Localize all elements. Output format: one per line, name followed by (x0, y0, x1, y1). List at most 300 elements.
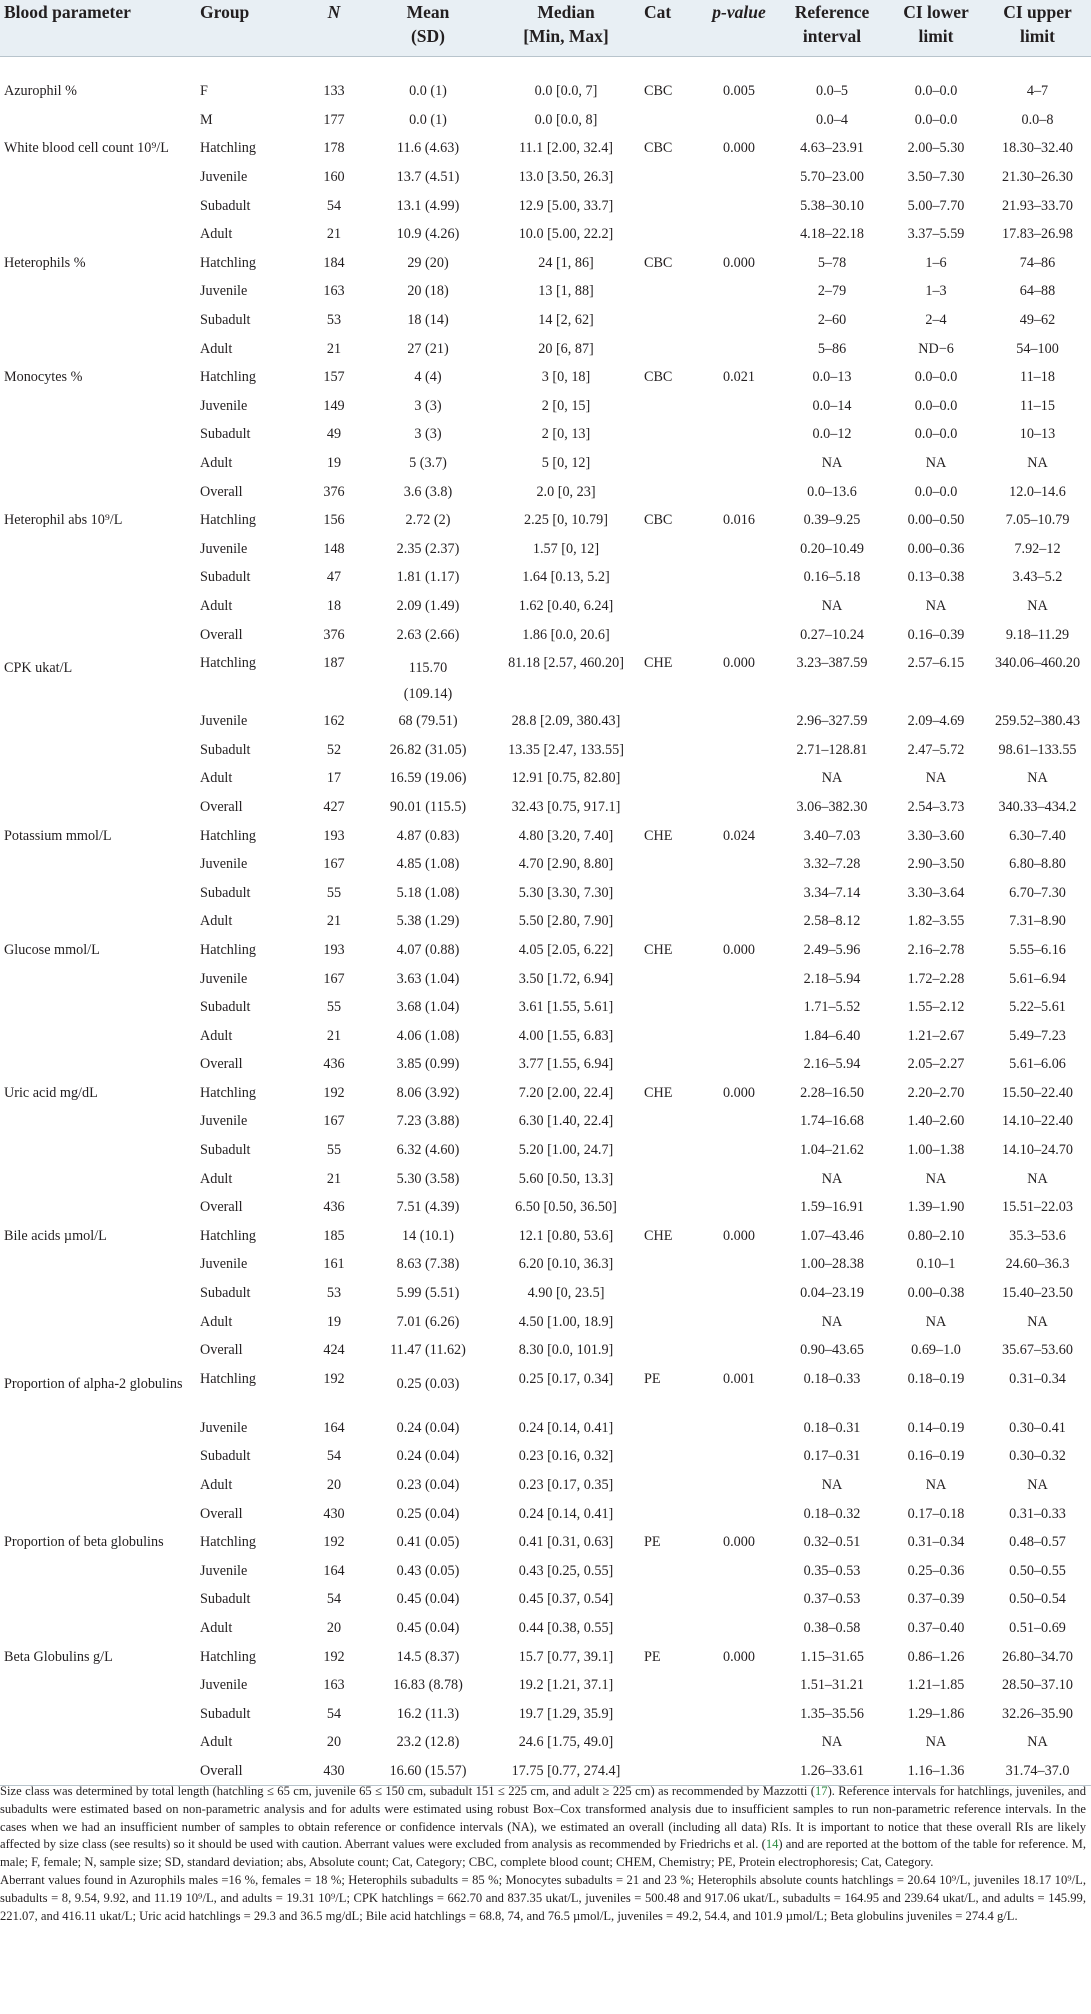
cell-mean: 0.25 (0.04) (396, 1505, 460, 1522)
cell-group: Hatchling (200, 1534, 256, 1551)
cell-reference-interval: 1.59–16.91 (800, 1199, 864, 1216)
cell-category (640, 793, 702, 822)
cell-group: Overall (200, 626, 243, 643)
cell-ci-upper: NA (1027, 770, 1048, 787)
cell-reference-interval: 4.63–23.91 (800, 140, 864, 157)
cell-mean: 0.0 (1) (409, 111, 447, 128)
cell-median: 3 [0, 18] (541, 369, 591, 386)
cell-n: 185 (323, 1227, 345, 1244)
cell-mean: 2.63 (2.66) (396, 626, 460, 643)
cell-ci-lower: 1.82–3.55 (907, 913, 965, 930)
cell-ci-upper: 0.50–0.55 (1009, 1562, 1066, 1579)
table-row (0, 1136, 1091, 1165)
citation-link[interactable]: 17 (814, 1784, 828, 1798)
cell-pvalue (702, 592, 776, 621)
cell-n: 192 (323, 1084, 345, 1101)
cell-ci-lower: 1.21–2.67 (907, 1027, 965, 1044)
table-row (0, 1642, 1091, 1671)
cell-n: 192 (323, 1534, 345, 1551)
cell-ci-lower: 0.0–0.0 (914, 83, 958, 100)
cell-group: Adult (200, 340, 233, 357)
cell-parameter (0, 964, 196, 993)
cell-pvalue (702, 420, 776, 449)
cell-category: CHE (644, 1084, 673, 1101)
cell-category (640, 1336, 702, 1365)
cell-category (640, 277, 702, 306)
cell-ci-lower: NA (925, 770, 947, 787)
cell-median: 3.77 [1.55, 6.94] (518, 1056, 614, 1073)
cell-reference-interval: 0.18–0.31 (803, 1419, 861, 1436)
cell-group: M (200, 111, 213, 128)
cell-reference-interval: 0.20–10.49 (800, 540, 864, 557)
cell-category (640, 1136, 702, 1165)
cell-ci-upper: 5.55–6.16 (1009, 941, 1066, 958)
cell-n: 55 (326, 999, 342, 1016)
cell-ci-upper: 6.80–8.80 (1009, 856, 1066, 873)
cell-category (640, 1050, 702, 1079)
cell-parameter (0, 1585, 196, 1614)
cell-ci-upper: 0.31–0.34 (1009, 1370, 1066, 1387)
cell-mean: 10.9 (4.26) (396, 226, 460, 243)
cell-group: Hatchling (200, 1227, 256, 1244)
cell-n: 21 (326, 1027, 342, 1044)
table-row (0, 1499, 1091, 1528)
cell-category (640, 334, 702, 363)
cell-pvalue (702, 1021, 776, 1050)
cell-pvalue (702, 106, 776, 135)
cell-n: 17 (326, 770, 342, 787)
cell-reference-interval: 2.58–8.12 (803, 913, 861, 930)
cell-median: 0.24 [0.14, 0.41] (518, 1419, 614, 1436)
cell-group: Subadult (200, 1591, 251, 1608)
cell-pvalue (702, 1414, 776, 1443)
cell-parameter (0, 1279, 196, 1308)
cell-median: 81.18 [2.57, 460.20] (508, 654, 624, 671)
cell-parameter: Uric acid mg/dL (4, 1084, 98, 1101)
cell-ci-lower: NA (925, 1477, 947, 1494)
cell-group: Hatchling (200, 512, 256, 529)
cell-category (640, 163, 702, 192)
cell-n: 55 (326, 884, 342, 901)
cell-mean: 13.1 (4.99) (396, 197, 460, 214)
cell-parameter (0, 106, 196, 135)
cell-ci-upper: 0.30–0.41 (1009, 1419, 1066, 1436)
table-row (0, 220, 1091, 249)
table-row (0, 334, 1091, 363)
cell-parameter (0, 420, 196, 449)
cell-parameter (0, 878, 196, 907)
cell-pvalue: 0.024 (723, 827, 755, 844)
cell-reference-interval: 0.0–4 (816, 111, 848, 128)
cell-parameter: Heterophils % (4, 254, 86, 271)
table-row (0, 1222, 1091, 1251)
cell-category (640, 1021, 702, 1050)
cell-category (640, 1107, 702, 1136)
cell-parameter: Heterophil abs 10⁹/L (4, 512, 123, 529)
cell-ci-upper: 14.10–24.70 (1002, 1142, 1073, 1159)
cell-ci-upper: 10–13 (1019, 426, 1056, 443)
cell-ci-lower: 0.0–0.0 (914, 111, 958, 128)
cell-ci-lower: 0.18–0.19 (907, 1370, 965, 1387)
cell-ci-upper: 6.70–7.30 (1009, 884, 1066, 901)
cell-ci-upper: 31.74–37.0 (984, 1757, 1091, 1786)
table-row (0, 506, 1091, 535)
cell-parameter (0, 1499, 196, 1528)
table-row (0, 1699, 1091, 1728)
cell-ci-lower: 1.39–1.90 (907, 1199, 965, 1216)
table-row (0, 1557, 1091, 1586)
cell-mean: 11.6 (4.63) (396, 140, 460, 157)
cell-n: 133 (323, 83, 345, 100)
cell-group: Juvenile (200, 397, 248, 414)
table-row (0, 1442, 1091, 1471)
cell-parameter (0, 1699, 196, 1728)
cell-ci-upper: 14.10–22.40 (1002, 1113, 1073, 1130)
cell-group: Subadult (200, 197, 251, 214)
cell-ci-upper: 7.05–10.79 (1005, 512, 1070, 529)
cell-n: 167 (323, 970, 345, 987)
cell-ci-upper: 0.50–0.54 (1009, 1591, 1066, 1608)
cell-parameter (0, 850, 196, 879)
cell-category (640, 1414, 702, 1443)
table-row (0, 1021, 1091, 1050)
cell-pvalue (702, 306, 776, 335)
cell-category: CBC (644, 140, 673, 157)
cell-mean: 27 (21) (407, 340, 449, 357)
cell-group: Juvenile (200, 713, 248, 730)
cell-ci-upper: 12.0–14.6 (1009, 483, 1066, 500)
cell-category (640, 535, 702, 564)
table-row (0, 191, 1091, 220)
cell-group: Subadult (200, 1142, 251, 1159)
cell-n: 376 (323, 483, 345, 500)
cell-reference-interval: 0.18–0.33 (803, 1370, 861, 1387)
cell-n: 52 (326, 741, 342, 758)
cell-ci-lower: 0.69–1.0 (911, 1342, 961, 1359)
cell-n: 192 (323, 1648, 345, 1665)
cell-pvalue (702, 334, 776, 363)
cell-reference-interval: 1.71–5.52 (803, 999, 861, 1016)
table-row (0, 1079, 1091, 1108)
cell-ci-lower: 3.30–3.60 (907, 827, 965, 844)
cell-reference-interval: 0.0–12 (812, 426, 852, 443)
cell-group: Overall (200, 798, 243, 815)
cell-ci-upper: 3.43–5.2 (1012, 569, 1063, 586)
cell-group: F (200, 83, 208, 100)
cell-parameter (0, 563, 196, 592)
table-row (0, 1193, 1091, 1222)
table-row (0, 1585, 1091, 1614)
cell-pvalue (702, 1699, 776, 1728)
table-row (0, 764, 1091, 793)
table-row (0, 249, 1091, 278)
cell-group: Subadult (200, 1448, 251, 1465)
cell-reference-interval: 0.17–0.31 (803, 1448, 861, 1465)
cell-category (640, 449, 702, 478)
cell-n: 430 (304, 1757, 364, 1786)
cell-mean: 90.01 (115.5) (389, 798, 467, 815)
cell-median: 1.86 [0.0, 20.6] (522, 626, 610, 643)
cell-median: 24.6 [1.75, 49.0] (518, 1734, 614, 1751)
cell-pvalue (702, 191, 776, 220)
cell-group: Juvenile (200, 1562, 248, 1579)
cell-mean-value: 115.70 (408, 659, 448, 676)
cell-ci-upper: 340.33–434.2 (998, 798, 1077, 815)
table-row (0, 1728, 1091, 1757)
cell-ci-lower: 1–6 (925, 254, 947, 271)
cell-parameter (0, 306, 196, 335)
header-cat: Cat (640, 0, 702, 57)
cell-ci-upper: 5.61–6.94 (1009, 970, 1066, 987)
cell-category (640, 964, 702, 993)
cell-category (640, 477, 702, 506)
cell-mean: 2.35 (2.37) (396, 540, 460, 557)
cell-mean: 2.72 (2) (405, 512, 451, 529)
cell-mean: 0.45 (0.04) (396, 1591, 460, 1608)
table-row (0, 1107, 1091, 1136)
cell-ci-lower: 3.37–5.59 (907, 226, 965, 243)
cell-ci-upper: NA (1027, 1313, 1048, 1330)
cell-n: 167 (323, 1113, 345, 1130)
cell-category (640, 1699, 702, 1728)
cell-n: 436 (323, 1056, 345, 1073)
cell-ci-lower: 0.00–0.50 (907, 512, 965, 529)
cell-ci-upper: 0.0–8 (1021, 111, 1054, 128)
cell-pvalue: 0.000 (723, 1084, 755, 1101)
cell-pvalue (702, 277, 776, 306)
cell-median: 2.25 [0, 10.79] (524, 512, 608, 529)
cell-ci-upper: NA (1027, 1477, 1048, 1494)
cell-median: 0.45 [0.37, 0.54] (518, 1591, 614, 1608)
cell-parameter (0, 277, 196, 306)
cell-mean: 7.23 (3.88) (396, 1113, 460, 1130)
cell-ci-lower: 0.0–0.0 (914, 369, 958, 386)
cell-mean: 1.81 (1.17) (396, 569, 460, 586)
cell-ci-lower: 1.00–1.38 (907, 1142, 965, 1159)
cell-reference-interval: NA (821, 770, 843, 787)
cell-n: 160 (323, 169, 345, 186)
cell-median: 1.62 [0.40, 6.24] (518, 597, 614, 614)
cell-n: 54 (326, 1591, 342, 1608)
cell-parameter (0, 1050, 196, 1079)
cell-parameter (0, 1107, 196, 1136)
cell-pvalue (702, 993, 776, 1022)
cell-pvalue (702, 1471, 776, 1500)
cell-ci-lower: 2.20–2.70 (907, 1084, 965, 1101)
cell-pvalue (702, 1279, 776, 1308)
cell-pvalue (702, 850, 776, 879)
cell-ci-lower: 2.57–6.15 (907, 654, 965, 671)
table-row (0, 1471, 1091, 1500)
table-row (0, 363, 1091, 392)
cell-reference-interval: 0.0–5 (816, 83, 848, 100)
cell-pvalue (702, 793, 776, 822)
cell-pvalue (702, 1757, 776, 1786)
cell-pvalue (702, 1728, 776, 1757)
cell-n: 157 (323, 369, 345, 386)
table-row (0, 964, 1091, 993)
cell-ci-upper: 7.31–8.90 (1009, 913, 1066, 930)
table-row (0, 306, 1091, 335)
cell-group: Hatchling (200, 827, 256, 844)
cell-mean: 68 (79.51) (398, 713, 458, 730)
cell-mean: 14.5 (8.37) (396, 1648, 460, 1665)
cell-mean: 5.99 (5.51) (396, 1285, 460, 1302)
cell-reference-interval: 2.96–327.59 (796, 713, 868, 730)
cell-category (640, 106, 702, 135)
cell-pvalue (702, 620, 776, 649)
cell-category (640, 191, 702, 220)
cell-n: 18 (326, 597, 342, 614)
table-row (0, 620, 1091, 649)
cell-reference-interval: NA (821, 455, 843, 472)
cell-ci-lower: 0.37–0.39 (907, 1591, 965, 1608)
cell-ci-upper: 98.61–133.55 (998, 741, 1077, 758)
header-mean: Mean (SD) (364, 0, 492, 57)
cell-ci-upper: 5.61–6.06 (1009, 1056, 1066, 1073)
table-row (0, 449, 1091, 478)
cell-ci-upper: NA (1027, 1734, 1048, 1751)
cell-n: 187 (323, 654, 345, 671)
header-ci-lower: CI lower limit (888, 0, 984, 57)
cell-median: 7.20 [2.00, 22.4] (518, 1084, 614, 1101)
cell-group: Adult (200, 1619, 233, 1636)
cell-pvalue: 0.001 (723, 1370, 755, 1387)
header-n: N (304, 0, 364, 57)
cell-category (640, 620, 702, 649)
cell-median: 4.00 [1.55, 6.83] (518, 1027, 614, 1044)
table-row (0, 106, 1091, 135)
table-row (0, 1757, 1091, 1786)
cell-pvalue: 0.000 (723, 1227, 755, 1244)
cell-reference-interval: 0.39–9.25 (803, 512, 861, 529)
table-row (0, 277, 1091, 306)
table-row (0, 163, 1091, 192)
cell-ci-upper: 4–7 (1026, 83, 1049, 100)
cell-n: 164 (323, 1419, 345, 1436)
cell-ci-upper: 9.18–11.29 (1005, 626, 1070, 643)
cell-ci-lower: 0.10–1 (916, 1256, 956, 1273)
cell-median: 5.20 [1.00, 24.7] (518, 1142, 614, 1159)
cell-median: 12.1 [0.80, 53.6] (518, 1227, 614, 1244)
cell-category: CBC (644, 512, 673, 529)
footnote-aberrant-values: Aberrant values found in Azurophils males =16 %, females = 18 %; Heterophils subadults = 85 %; Monocytes subadults = 21 and 23 %; Heterophils absolute counts hatchlings = 20.64 10⁹/L, juveniles 18.17 10⁹/L, subadults = 8, 9.54, 9.92, and 11.19 10⁹/L, and adults = 19.31 10⁹/L; CPK hatchlings = 662.70 and 837.35 ukat/L, juveniles = 500.48 and 917.06 ukat/L, subadults = 164.95 and 239.64 ukat/L, and adults = 145.99, 221.07, and 416.11 ukat/L; Uric acid hatchlings = 29.3 and 36.5 mg/dL; Bile acid hatchlings = 68.8, 74, and 76.5 µmol/L, juveniles = 49.2, 54.4, and 101.9 µmol/L; Beta globulins juveniles = 274.4 g/L. (0, 1872, 1086, 1923)
cell-group: Hatchling (200, 140, 256, 157)
cell-parameter (0, 592, 196, 621)
cell-group: Adult (200, 1170, 233, 1187)
cell-median: 0.24 [0.14, 0.41] (518, 1505, 614, 1522)
cell-pvalue (702, 535, 776, 564)
cell-ci-lower: 0.0–0.0 (914, 397, 958, 414)
cell-median: 6.30 [1.40, 22.4] (518, 1113, 614, 1130)
cell-median: 4.50 [1.00, 18.9] (518, 1313, 614, 1330)
cell-ci-lower: 2.54–3.73 (907, 798, 965, 815)
cell-group: Juvenile (200, 540, 248, 557)
table-row (0, 850, 1091, 879)
cell-parameter (0, 477, 196, 506)
cell-parameter (0, 1471, 196, 1500)
cell-median: 2 [0, 15] (541, 397, 591, 414)
cell-group: Juvenile (200, 1113, 248, 1130)
cell-n: 19 (326, 1313, 342, 1330)
table-row (0, 1164, 1091, 1193)
cell-reference-interval: NA (821, 1734, 843, 1751)
cell-group: Hatchling (200, 654, 256, 671)
cell-group: Adult (200, 1027, 233, 1044)
cell-reference-interval: 0.32–0.51 (803, 1534, 861, 1551)
cell-mean: 16.2 (11.3) (396, 1705, 460, 1722)
cell-parameter (0, 1614, 196, 1643)
table-row (0, 907, 1091, 936)
cell-category: CHE (644, 827, 673, 844)
cell-category (640, 220, 702, 249)
cell-category: CBC (644, 369, 673, 386)
cell-n: 148 (323, 540, 345, 557)
cell-n: 21 (326, 340, 342, 357)
cell-reference-interval: 0.0–13.6 (807, 483, 857, 500)
table-row (0, 1050, 1091, 1079)
cell-n: 178 (323, 140, 345, 157)
citation-link[interactable]: 14 (765, 1837, 779, 1852)
cell-parameter (0, 793, 196, 822)
cell-category: CBC (644, 254, 673, 271)
cell-parameter: Proportion of beta globulins (4, 1534, 164, 1551)
cell-ci-lower: 2.16–2.78 (907, 941, 965, 958)
cell-median: 0.23 [0.16, 0.32] (518, 1448, 614, 1465)
cell-reference-interval: 2.18–5.94 (803, 970, 861, 987)
cell-parameter (0, 1728, 196, 1757)
table-row (0, 1307, 1091, 1336)
cell-n: 54 (326, 1705, 342, 1722)
cell-n: 149 (323, 397, 345, 414)
cell-median: 13.35 [2.47, 133.55] (508, 741, 624, 758)
cell-group: Overall (200, 1505, 243, 1522)
cell-reference-interval: 2.49–5.96 (803, 941, 861, 958)
cell-parameter: Beta Globulins g/L (4, 1648, 113, 1665)
cell-category (640, 1499, 702, 1528)
cell-pvalue (702, 477, 776, 506)
cell-pvalue (702, 1136, 776, 1165)
cell-pvalue (702, 1050, 776, 1079)
cell-ci-upper: 0.30–0.32 (1009, 1448, 1066, 1465)
cell-ci-lower: 0.17–0.18 (907, 1505, 965, 1522)
cell-mean: 14 (10.1) (401, 1227, 454, 1244)
cell-mean: 8.06 (3.92) (396, 1084, 460, 1101)
cell-parameter: Proportion of alpha-2 globulins (4, 1375, 183, 1392)
cell-category (640, 1164, 702, 1193)
cell-reference-interval: 3.34–7.14 (803, 884, 861, 901)
cell-ci-upper: 5.22–5.61 (1009, 999, 1066, 1016)
cell-ci-upper: 21.30–26.30 (1002, 169, 1073, 186)
cell-category (640, 993, 702, 1022)
cell-mean: 16.83 (8.78) (393, 1677, 463, 1694)
cell-median: 5.60 [0.50, 13.3] (518, 1170, 614, 1187)
cell-parameter (0, 707, 196, 736)
cell-group: Hatchling (200, 941, 256, 958)
cell-group: Juvenile (200, 1419, 248, 1436)
cell-ci-lower: 0.14–0.19 (907, 1419, 965, 1436)
cell-category: CBC (644, 83, 673, 100)
cell-median: 13.0 [3.50, 26.3] (518, 169, 614, 186)
cell-mean: 13.7 (4.51) (396, 169, 460, 186)
cell-ci-lower: 3.30–3.64 (907, 884, 965, 901)
cell-ci-lower: 0.00–0.36 (907, 540, 965, 557)
table-row (0, 707, 1091, 736)
cell-pvalue (702, 1336, 776, 1365)
cell-group: Adult (200, 1734, 233, 1751)
cell-median: 13 [1, 88] (538, 283, 594, 300)
cell-parameter (0, 191, 196, 220)
